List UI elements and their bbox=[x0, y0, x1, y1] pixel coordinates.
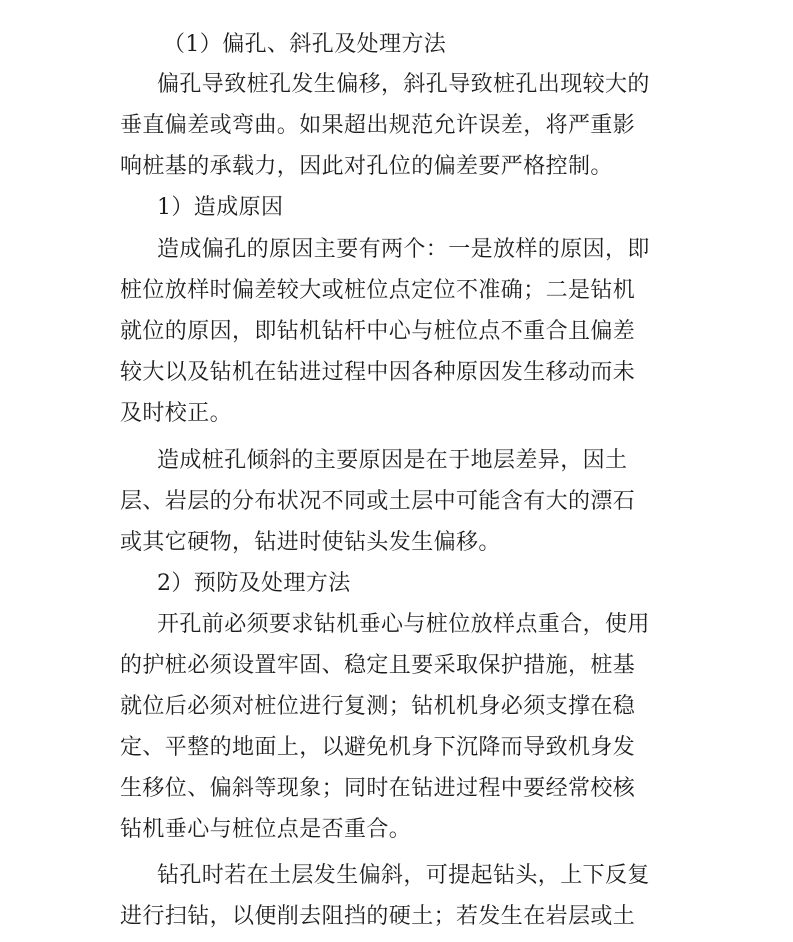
paragraph-line: 及时校正。 bbox=[120, 401, 233, 426]
paragraph-line: 响桩基的承载力，因此对孔位的偏差要严格控制。 bbox=[120, 154, 613, 179]
subsection-heading: 2）预防及处理方法 bbox=[157, 571, 351, 596]
paragraph-line: 钻孔时若在土层发生偏斜，可提起钻头，上下反复 bbox=[157, 863, 650, 888]
paragraph-line: 较大以及钻机在钻进过程中因各种原因发生移动而未 bbox=[120, 360, 636, 385]
paragraph-line: 桩位放样时偏差较大或桩位点定位不准确；二是钻机 bbox=[120, 278, 636, 303]
paragraph-line: 就位的原因，即钻机钻杆中心与桩位点不重合且偏差 bbox=[120, 319, 636, 344]
paragraph-line: 垂直偏差或弯曲。如果超出规范允许误差，将严重影 bbox=[120, 113, 636, 138]
paragraph-line: 就位后必须对桩位进行复测；钻机机身必须支撑在稳 bbox=[120, 694, 636, 719]
paragraph-line: 生移位、偏斜等现象；同时在钻进过程中要经常校核 bbox=[120, 776, 636, 801]
paragraph-line: 钻机垂心与桩位点是否重合。 bbox=[120, 817, 412, 842]
paragraph-line: 或其它硬物，钻进时使钻头发生偏移。 bbox=[120, 530, 501, 555]
section-heading: （1）偏孔、斜孔及处理方法 bbox=[163, 32, 447, 57]
paragraph-line: 偏孔导致桩孔发生偏移，斜孔导致桩孔出现较大的 bbox=[157, 72, 650, 97]
paragraph-line: 层、岩层的分布状况不同或土层中可能含有大的漂石 bbox=[120, 489, 636, 514]
paragraph-line: 的护桩必须设置牢固、稳定且要采取保护措施，桩基 bbox=[120, 653, 636, 678]
paragraph-line: 造成桩孔倾斜的主要原因是在于地层差异，因土 bbox=[157, 448, 628, 473]
subsection-heading: 1）造成原因 bbox=[157, 195, 284, 220]
paragraph-line: 定、平整的地面上，以避免机身下沉降而导致机身发 bbox=[120, 735, 636, 760]
paragraph-line: 进行扫钻，以便削去阻挡的硬土；若发生在岩层或土 bbox=[120, 904, 636, 929]
paragraph-line: 造成偏孔的原因主要有两个：一是放样的原因，即 bbox=[157, 237, 650, 262]
paragraph-line: 开孔前必须要求钻机垂心与桩位放样点重合，使用 bbox=[157, 612, 650, 637]
